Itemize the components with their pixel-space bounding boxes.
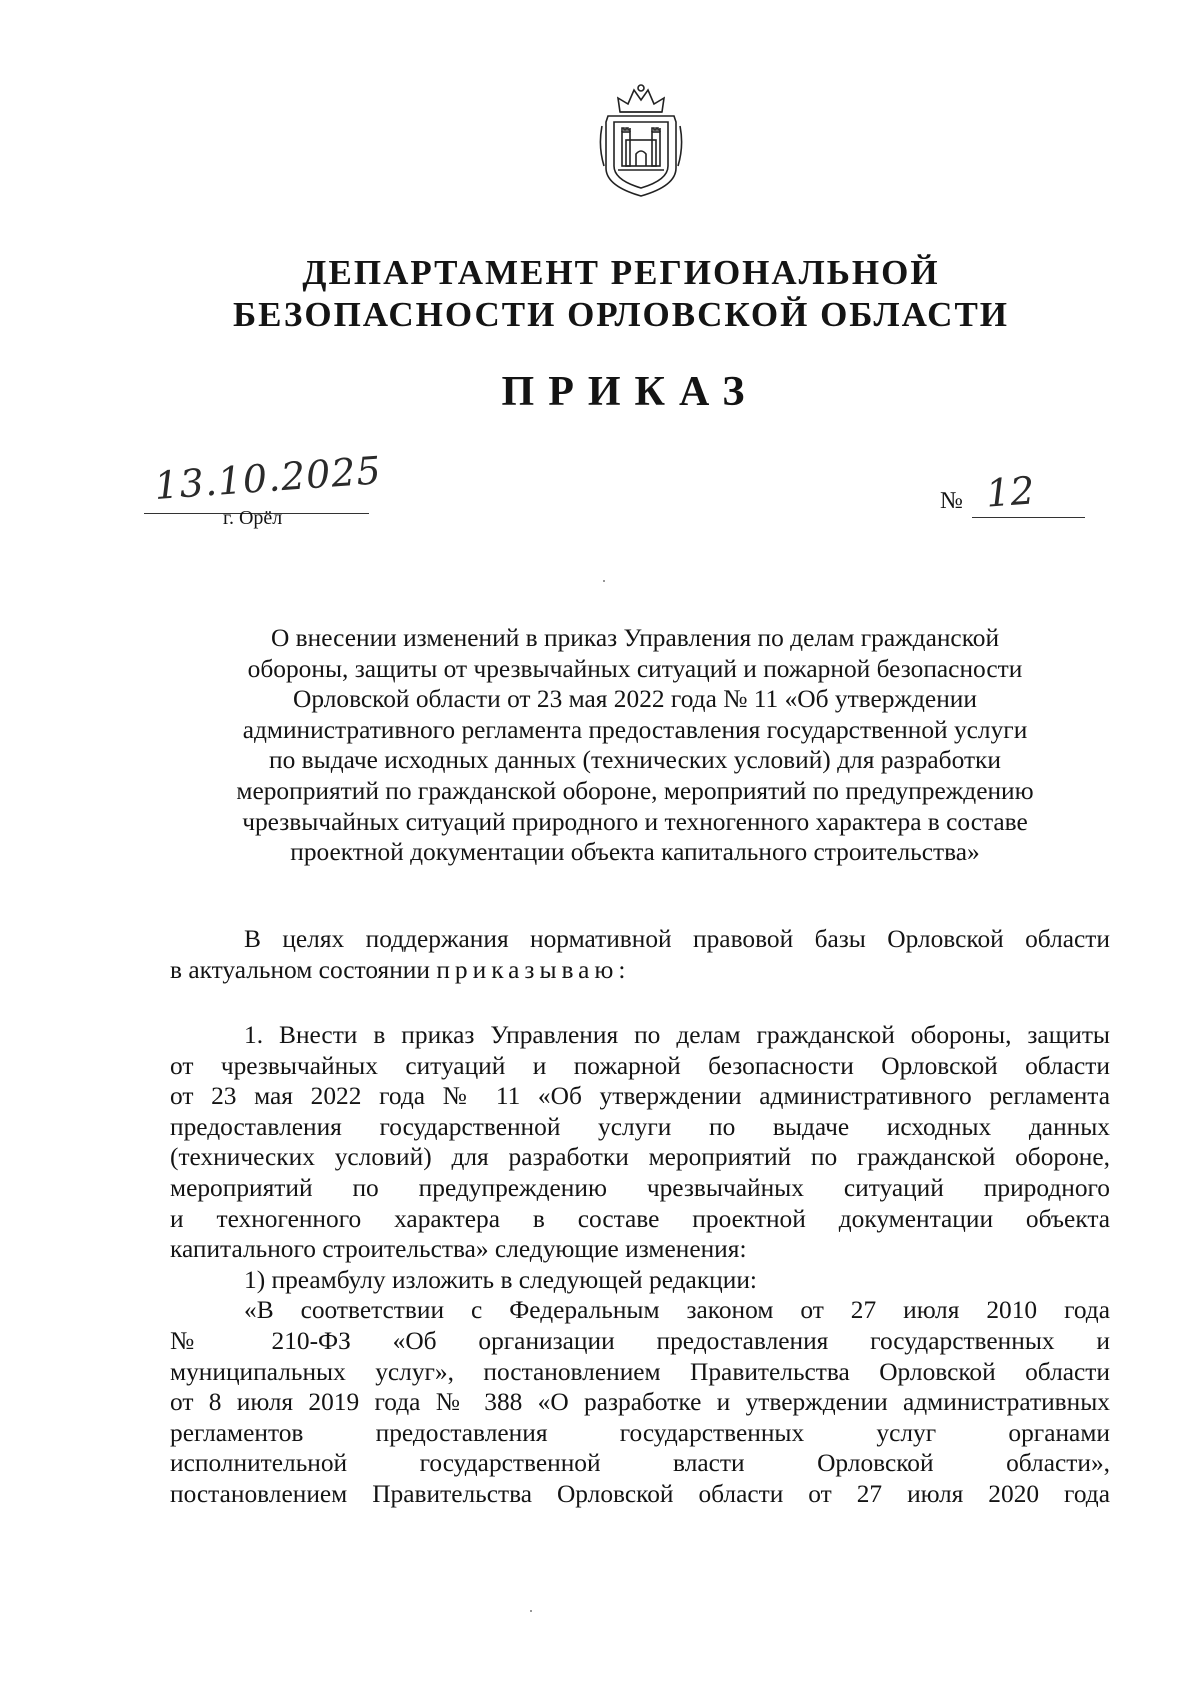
- subject-line: Орловской области от 23 мая 2022 года № 11 «Об утверждении: [293, 685, 977, 714]
- item-line: 1. Внести в приказ Управления по делам гражданской обороны, защиты: [244, 1021, 1110, 1049]
- preamble-line: [170, 955, 1110, 986]
- order-subject: [190, 623, 1080, 868]
- order-title: ПРИКАЗ: [501, 369, 759, 415]
- quote-line: «В соответствии с Федеральным законом от 27 июля 2010 года: [244, 1296, 1110, 1325]
- order-number: 12: [984, 468, 1036, 516]
- item-line: от чрезвычайных ситуаций и пожарной безопасности Орловской области: [170, 1051, 1110, 1080]
- subject-line: обороны, защиты от чрезвычайных ситуаций и пожарной безопасности: [247, 654, 1023, 683]
- scan-speck: [530, 1610, 532, 1612]
- quote-line: постановлением Правительства Орловской области от 27 июля 2020 года: [170, 1479, 1110, 1508]
- order-date: 13.10.2025: [152, 448, 384, 508]
- item-line: (технических условий) для разработки мероприятий по гражданской обороне,: [170, 1143, 1110, 1172]
- item-line: от 23 мая 2022 года № 11 «Об утверждении административного регламента: [170, 1082, 1110, 1111]
- quote-line: муниципальных услуг», постановлением Правительства Орловской области: [170, 1357, 1110, 1386]
- item-line: капитального строительства» следующие изменения:: [170, 1235, 747, 1264]
- subject-line: административного регламента предоставления государственной услуги: [242, 715, 1028, 744]
- item-line: предоставления государственной услуги по выдаче исходных данных: [170, 1112, 1110, 1141]
- quote-line: исполнительной государственной власти Орловской области»,: [170, 1449, 1110, 1478]
- quote-line: № 210-ФЗ «Об организации предоставления государственных и: [170, 1326, 1110, 1355]
- number-label: №: [940, 488, 963, 514]
- quote-line: от 8 июля 2019 года № 388 «О разработке и утверждении административных: [170, 1388, 1110, 1417]
- subject-line: проектной документации объекта капитального строительства»: [290, 838, 980, 867]
- item-line: мероприятий по предупреждению чрезвычайных ситуаций природного: [170, 1173, 1110, 1202]
- subitem-1: 1) преамбулу изложить в следующей редакции:: [244, 1265, 757, 1294]
- department-name-line2: БЕЗОПАСНОСТИ ОРЛОВСКОЙ ОБЛАСТИ: [232, 295, 1010, 334]
- preamble-line: В целях поддержания нормативной правовой базы Орловской области: [244, 925, 1110, 953]
- subject-line: чрезвычайных ситуаций природного и техногенного характера в составе: [242, 807, 1028, 836]
- scan-speck: [603, 580, 605, 582]
- subject-line: мероприятий по гражданской обороне, мероприятий по предупреждению: [236, 776, 1034, 805]
- subject-line: по выдаче исходных данных (технических условий) для разработки: [269, 746, 1001, 775]
- item-line: и техногенного характера в составе проектной документации объекта: [170, 1204, 1110, 1233]
- preamble-text: в актуальном состоянии: [170, 955, 430, 984]
- order-item-1: [170, 1020, 1110, 1510]
- subject-line: О внесении изменений в приказ Управления по делам гражданской: [270, 624, 1000, 652]
- order-verb: приказываю:: [436, 955, 631, 984]
- department-name-line1: ДЕПАРТАМЕНТ РЕГИОНАЛЬНОЙ: [302, 253, 940, 292]
- number-underline: [972, 517, 1085, 518]
- city-label: г. Орёл: [223, 507, 283, 529]
- coat-of-arms-icon: [596, 82, 686, 200]
- quote-line: регламентов предоставления государственных услуг органами: [170, 1418, 1110, 1447]
- preamble-paragraph: [170, 924, 1110, 985]
